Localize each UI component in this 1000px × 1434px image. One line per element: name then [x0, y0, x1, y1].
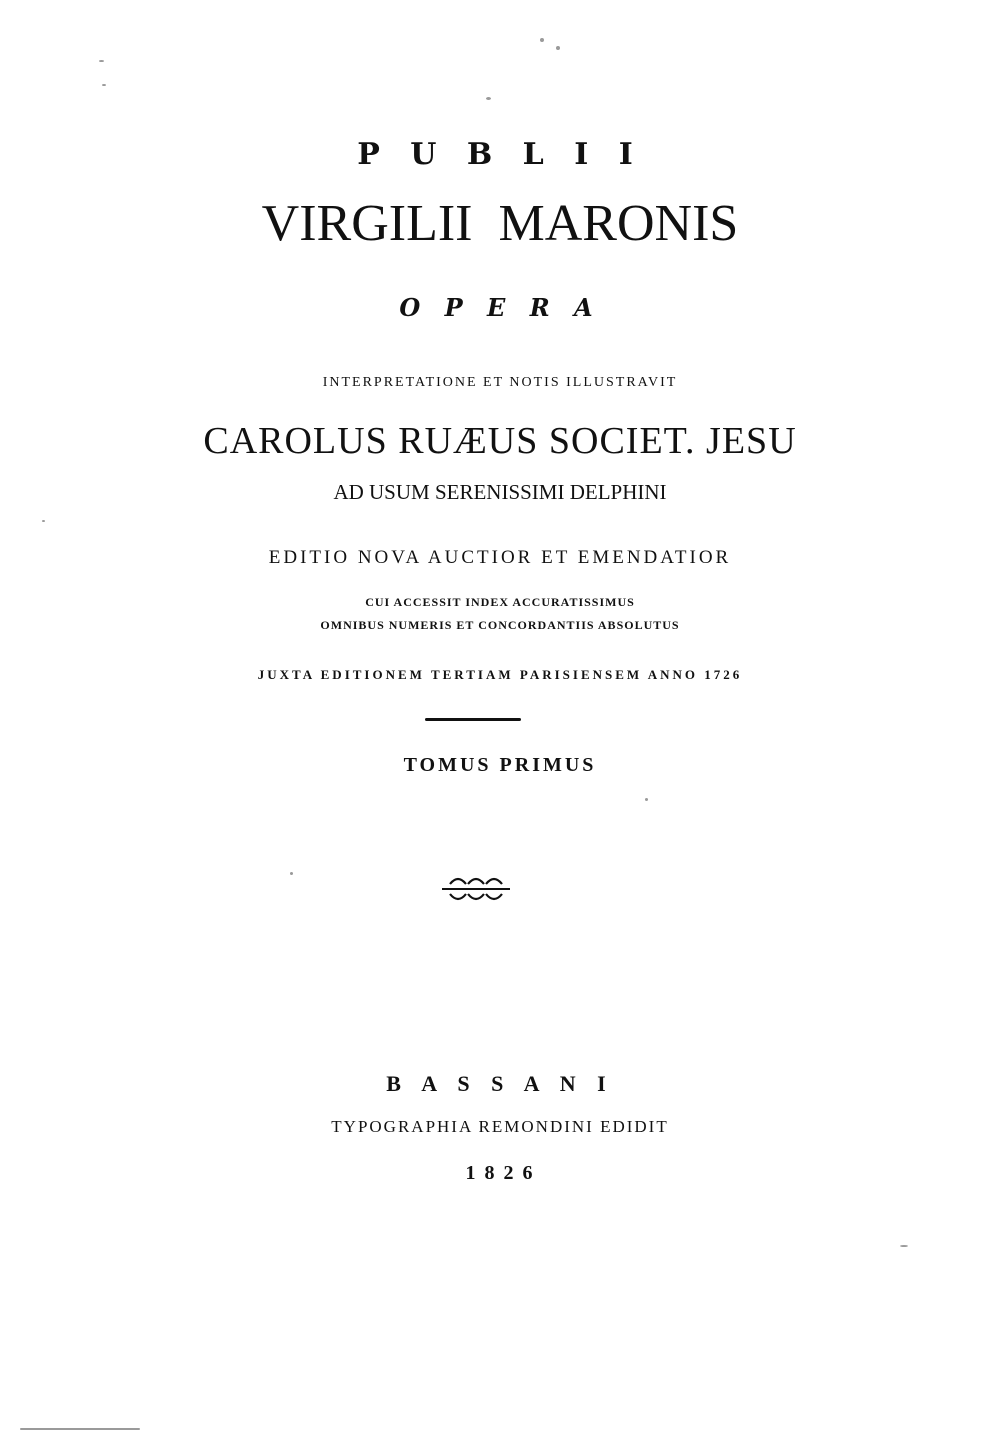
separator-rule	[425, 718, 521, 721]
imprint-typographia: TYPOGRAPHIA REMONDINI EDIDIT	[331, 1117, 669, 1136]
title-line-opera: O P E R A	[399, 293, 601, 322]
scan-speck	[556, 46, 560, 50]
index-line-1: CUI ACCESSIT INDEX ACCURATISSIMUS	[365, 595, 635, 609]
index-line-2: OMNIBUS NUMERIS ET CONCORDANTIIS ABSOLUTUS	[320, 618, 680, 632]
scan-speck	[20, 1428, 140, 1430]
imprint-bassani: B A S S A N I	[386, 1071, 614, 1096]
author-carolus-ruaeus: CAROLUS RUÆUS SOCIET. JESU	[203, 420, 797, 462]
scan-speck	[540, 38, 544, 42]
subtitle-interpretatione: INTERPRETATIONE ET NOTIS ILLUSTRAVIT	[322, 375, 678, 390]
title-line-publii: P U B L I I	[357, 137, 643, 172]
subtitle-ad-usum-delphini: AD USUM SERENISSIMI DELPHINI	[333, 480, 667, 504]
title-line-virgilii-maronis: VIRGILII MARONIS	[261, 195, 739, 252]
scan-speck	[102, 84, 106, 86]
scan-speck	[290, 872, 293, 875]
scan-speck	[486, 97, 491, 100]
scan-speck	[99, 60, 104, 62]
printer-ornament	[438, 868, 514, 908]
imprint-year: 1 8 2 6	[465, 1162, 535, 1184]
scan-speck	[645, 798, 648, 801]
volume-tomus-primus: TOMUS PRIMUS	[403, 754, 597, 776]
edition-nova-auctior: EDITIO NOVA AUCTIOR ET EMENDATIOR	[268, 547, 732, 568]
juxta-editionem: JUXTA EDITIONEM TERTIAM PARISIENSEM ANNO 1726	[257, 667, 743, 682]
scan-speck	[42, 520, 45, 522]
scan-speck	[900, 1245, 908, 1247]
